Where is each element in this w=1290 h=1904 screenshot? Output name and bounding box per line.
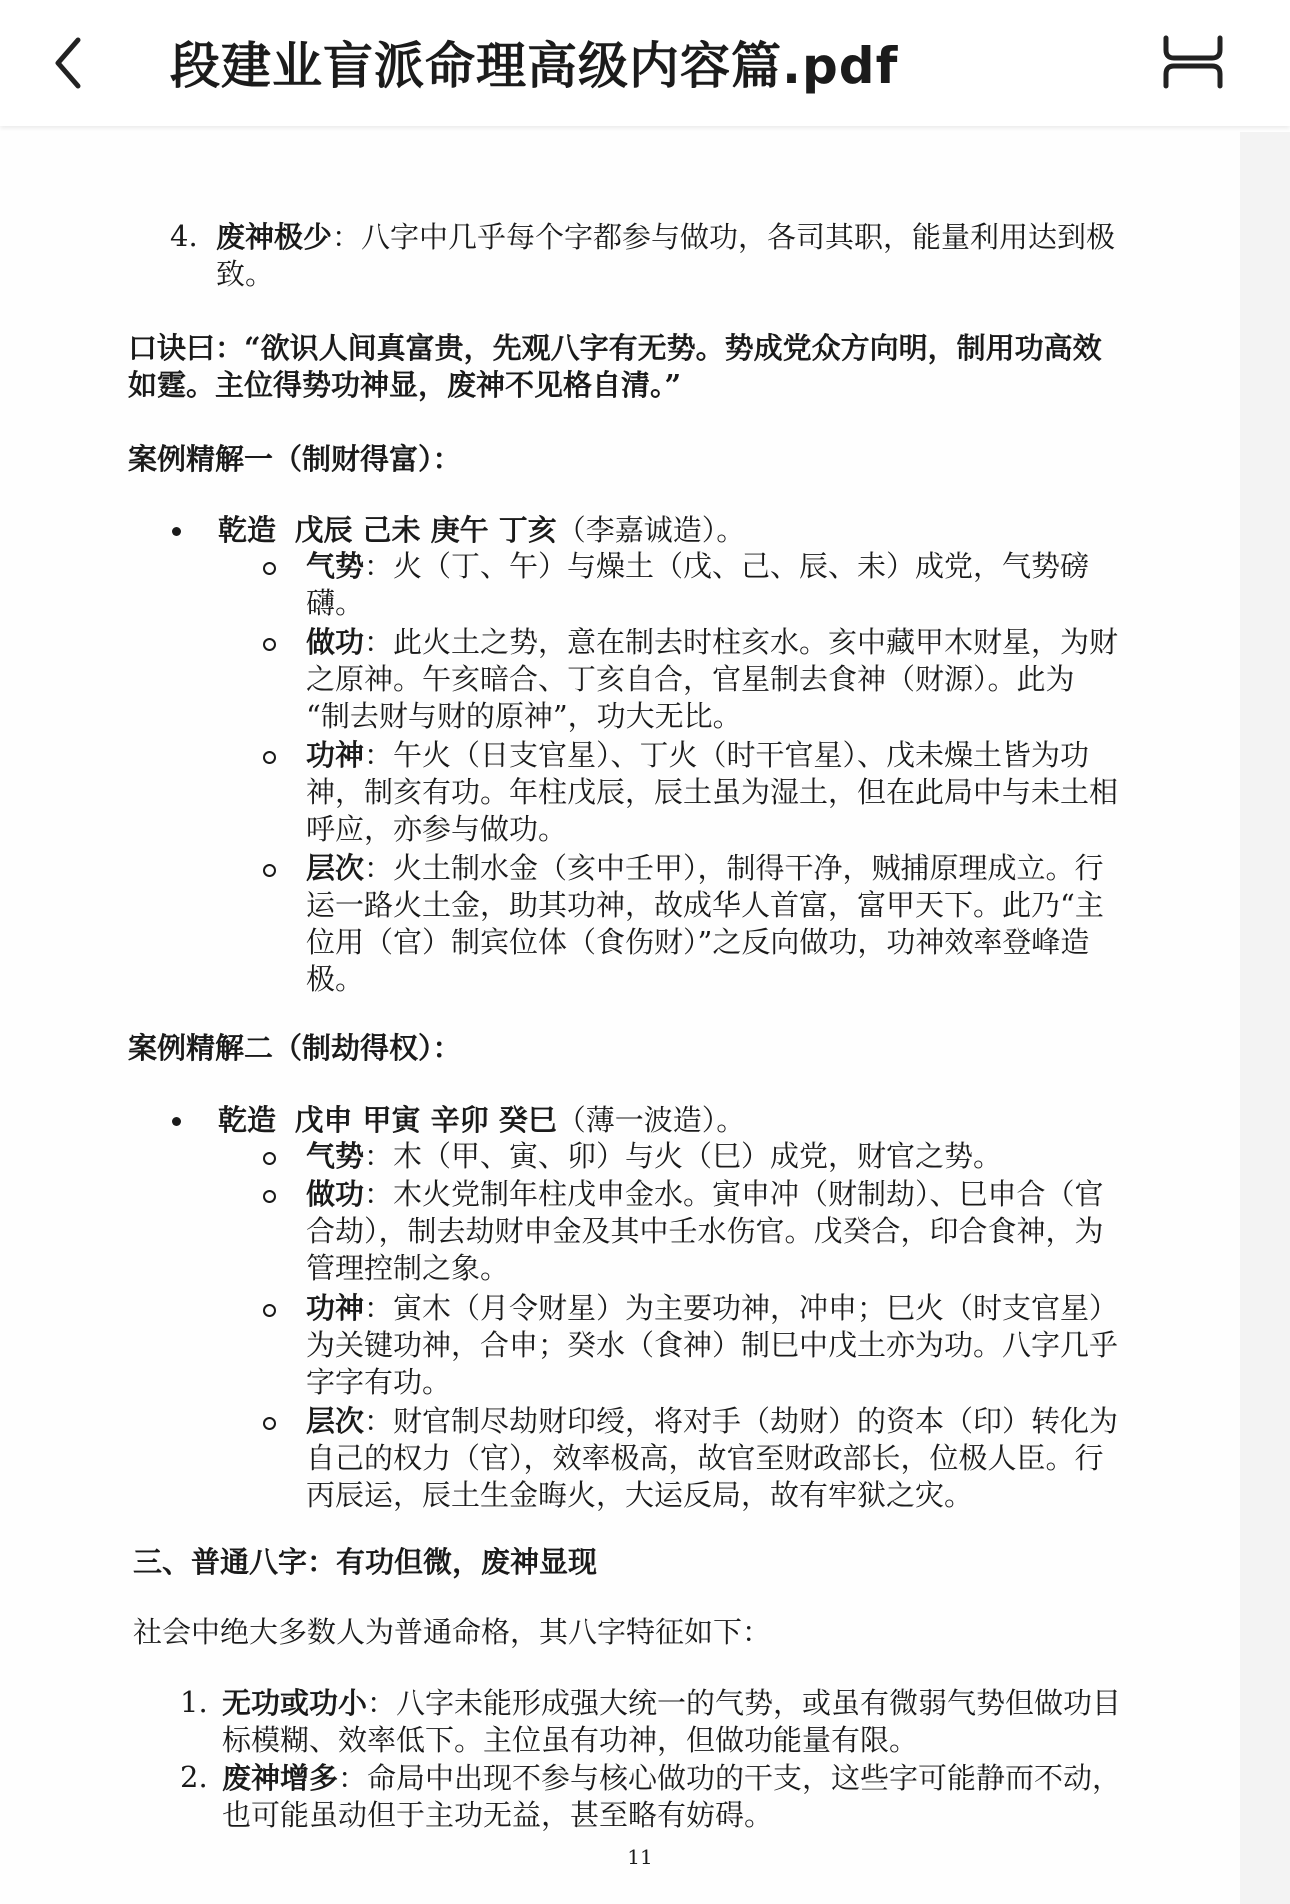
heading-text: 案例精解一（制财得富）： [128, 442, 462, 476]
heading-text: 案例精解二（制劫得权）： [128, 1031, 462, 1065]
list-number: 4. [170, 219, 198, 253]
item-text: 礴。 [306, 586, 365, 620]
item-text: 运一路火土金，助其功神，故成华人首富，富甲天下。此乃“主 [306, 888, 1104, 922]
item-text: 字字有功。 [306, 1365, 452, 1399]
item-text: ：火（丁、午）与燥土（戊、己、辰、未）成党，气势磅 [364, 549, 1090, 583]
list-item [222, 1685, 1242, 1759]
section-heading [128, 1030, 1148, 1067]
list-item [216, 219, 1236, 293]
chevron-left-icon[interactable] [46, 28, 96, 98]
sub-bullet [263, 1152, 276, 1165]
sub-item [306, 850, 1136, 998]
item-text: 标模糊、效率低下。主位虽有功神，但做功能量有限。 [222, 1723, 919, 1757]
list-number: 1. [180, 1685, 208, 1719]
sub-item [306, 1403, 1136, 1514]
bullet [172, 527, 181, 536]
top-bar [0, 0, 1290, 126]
chart-person: （李嘉诚造）。 [556, 513, 746, 547]
section-heading [128, 441, 1148, 478]
item-text: 极。 [306, 962, 365, 996]
sub-bullet [263, 638, 276, 651]
item-text: ：火土制水金（亥中壬甲），制得干净，贼捕原理成立。行 [364, 851, 1104, 885]
verse-line: 如霆。主位得势功神显，废神不见格自清。” [128, 368, 682, 402]
chart-person: （薄一波造）。 [556, 1103, 746, 1137]
term: 无功或功小 [222, 1686, 368, 1720]
item-text: 呼应，亦参与做功。 [306, 812, 568, 846]
sub-bullet [263, 751, 276, 764]
paragraph-text: 社会中绝大多数人为普通命格，其八字特征如下： [133, 1615, 772, 1649]
list-number: 2. [180, 1760, 208, 1794]
chart-label: 乾造 [218, 513, 277, 547]
term: 气势 [306, 1139, 365, 1173]
page-number: 11 [627, 1845, 653, 1869]
sub-item [306, 737, 1136, 848]
item-text: 位用（官）制宾位体（食伤财）”之反向做功，功神效率登峰造 [306, 925, 1090, 959]
item-text: ：木（甲、寅、卯）与火（巳）成党，财官之势。 [364, 1139, 1003, 1173]
verse-line: 口诀曰：“欲识人间真富贵，先观八字有无势。势成党众方向明，制用功高效 [128, 331, 1102, 365]
term: 做功 [306, 1177, 365, 1211]
case-chart [218, 512, 1238, 549]
item-text: 也可能虽动但于主功无益，甚至略有妨碍。 [222, 1798, 774, 1832]
item-text: ：八字中几乎每个字都参与做功，各司其职，能量利用达到极 [332, 220, 1116, 254]
term: 层次 [306, 1404, 365, 1438]
sub-item [306, 1138, 1136, 1175]
sub-bullet [263, 864, 276, 877]
item-text: ：命局中出现不参与核心做功的干支，这些字可能静而不动， [338, 1761, 1122, 1795]
item-text: 合劫），制去劫财申金及其中壬水伤官。戊癸合，印合食神，为 [306, 1214, 1104, 1248]
term: 废神增多 [222, 1761, 339, 1795]
chart-pillars: 戊申 甲寅 辛卯 癸巳 [294, 1103, 557, 1137]
brand-logo-icon[interactable] [1160, 34, 1226, 90]
item-text: 管理控制之象。 [306, 1251, 510, 1285]
document-title: 段建业盲派命理高级内容篇.pdf [170, 37, 899, 95]
sub-item [306, 1176, 1136, 1287]
term: 做功 [306, 625, 365, 659]
chart-pillars: 戊辰 己未 庚午 丁亥 [294, 513, 557, 547]
bullet [172, 1117, 181, 1126]
term: 层次 [306, 851, 365, 885]
item-text: ：午火（日支官星）、丁火（时干官星）、戊未燥土皆为功 [364, 738, 1090, 772]
item-text: 为关键功神，合申；癸水（食神）制巳中戊土亦为功。八字几乎 [306, 1328, 1119, 1362]
term: 气势 [306, 549, 365, 583]
verse [128, 330, 1148, 404]
term: 废神极少 [216, 220, 333, 254]
chart-label: 乾造 [218, 1103, 277, 1137]
item-text: 之原神。午亥暗合、丁亥自合，官星制去食神（财源）。此为 [306, 662, 1075, 696]
list-item [222, 1760, 1242, 1834]
item-text: ：财官制尽劫财印绶，将对手（劫财）的资本（印）转化为 [364, 1404, 1119, 1438]
heading-text: 三、普通八字：有功但微，废神显现 [133, 1545, 598, 1579]
sub-item [306, 1290, 1136, 1401]
term: 功神 [306, 738, 365, 772]
case-chart [218, 1102, 1238, 1139]
item-text: ：此火土之势，意在制去时柱亥水。亥中藏甲木财星，为财 [364, 625, 1119, 659]
sub-item [306, 548, 1136, 622]
paragraph [133, 1614, 1153, 1651]
item-text: “制去财与财的原神”，功大无比。 [306, 699, 742, 733]
sub-item [306, 624, 1136, 735]
sub-bullet [263, 1304, 276, 1317]
section-heading [133, 1544, 1153, 1581]
item-text: ：寅木（月令财星）为主要功神，冲申；巳火（时支官星） [364, 1291, 1119, 1325]
sub-bullet [263, 1417, 276, 1430]
item-text: ：木火党制年柱戊申金水。寅申冲（财制劫）、巳申合（官 [364, 1177, 1104, 1211]
item-text: 自己的权力（官），效率极高，故官至财政部长，位极人臣。行 [306, 1441, 1104, 1475]
item-text: 丙辰运，辰土生金晦火，大运反局，故有牢狱之灾。 [306, 1478, 974, 1512]
page-edge [1240, 132, 1290, 1904]
term: 功神 [306, 1291, 365, 1325]
item-text: 神，制亥有功。年柱戊辰，辰土虽为湿土，但在此局中与未土相 [306, 775, 1119, 809]
item-text: 致。 [216, 257, 275, 291]
sub-bullet [263, 1190, 276, 1203]
sub-bullet [263, 562, 276, 575]
item-text: ：八字未能形成强大统一的气势，或虽有微弱气势但做功目 [367, 1686, 1122, 1720]
